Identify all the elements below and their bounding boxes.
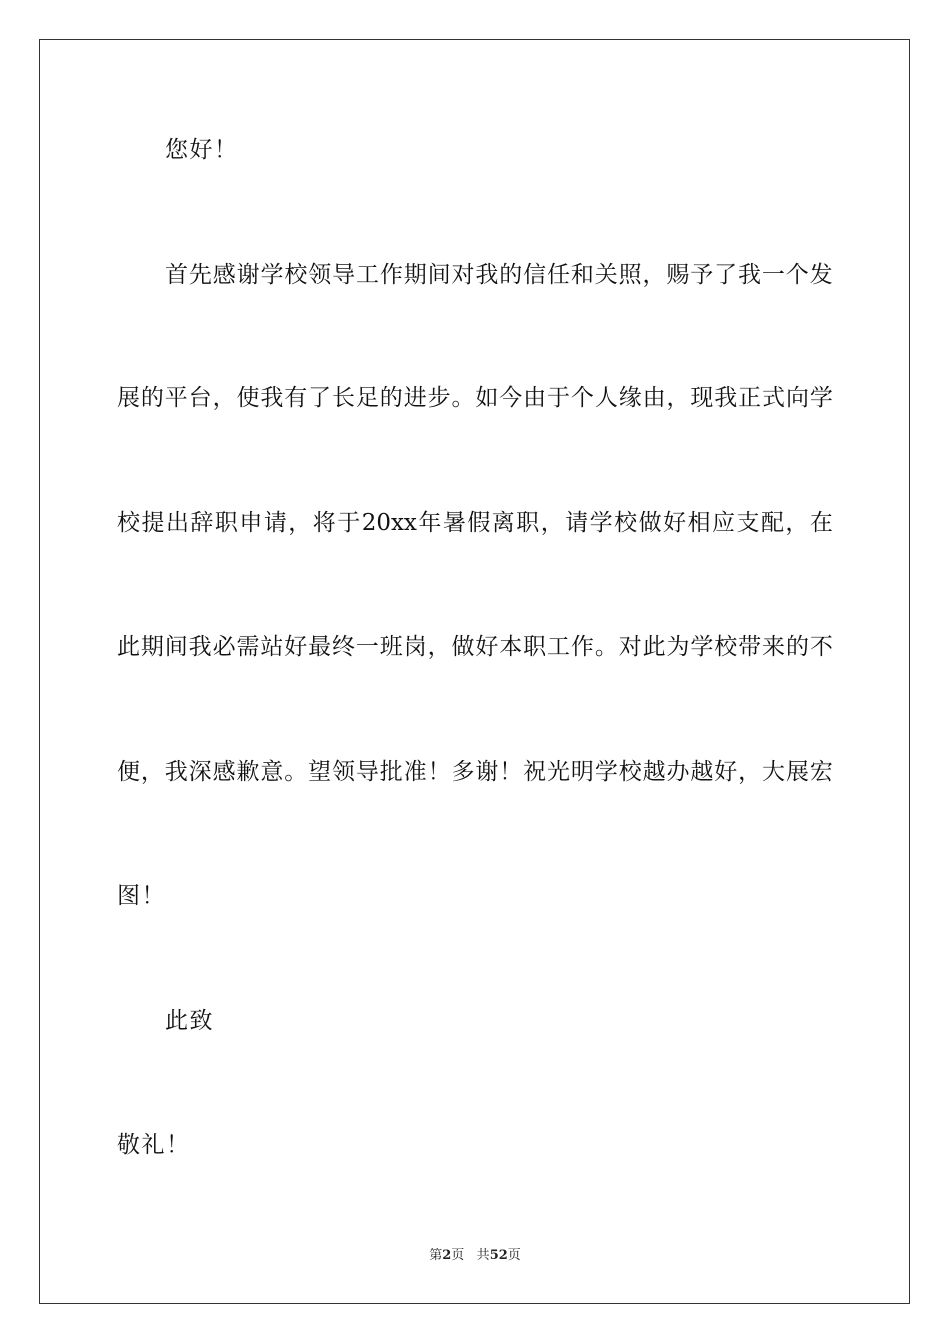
- salutation: 敬礼！: [117, 1132, 191, 1158]
- char: 有: [284, 385, 308, 411]
- char: 任: [547, 262, 570, 288]
- page-number: 2: [442, 1248, 452, 1263]
- char: 感: [212, 759, 236, 785]
- char: 对: [618, 634, 642, 660]
- char: 进: [403, 385, 427, 411]
- char: 离: [491, 510, 515, 536]
- char: 缘: [618, 385, 642, 411]
- char: 好: [284, 634, 308, 660]
- char: 的: [140, 385, 164, 411]
- char: 我: [714, 385, 738, 411]
- char: 好: [475, 634, 499, 660]
- char: 宏: [809, 759, 833, 785]
- char: 20xx: [361, 510, 417, 536]
- greeting: 您好！: [165, 137, 239, 163]
- char: 暑: [442, 510, 466, 536]
- char: 导: [355, 759, 379, 785]
- char: 校: [714, 634, 738, 660]
- char: 展: [785, 759, 809, 785]
- char: 学: [260, 262, 284, 288]
- char: 准: [403, 759, 427, 785]
- char: 的: [785, 634, 809, 660]
- char: 祝: [523, 759, 547, 785]
- char: 足: [355, 385, 379, 411]
- char: 我: [260, 385, 284, 411]
- char: 岗: [403, 634, 427, 660]
- char: 式: [762, 385, 786, 411]
- char: 假: [467, 510, 491, 536]
- char: 人: [594, 385, 618, 411]
- char: 校: [117, 510, 140, 536]
- char: 我: [475, 262, 499, 288]
- char: 必: [212, 634, 236, 660]
- char: 一: [761, 262, 785, 288]
- char: 由: [523, 385, 547, 411]
- char: 望: [308, 759, 332, 785]
- char: 将: [312, 510, 336, 536]
- char: 做: [451, 634, 475, 660]
- char: 学: [594, 759, 618, 785]
- char: 最: [308, 634, 332, 660]
- char: 校: [614, 510, 638, 536]
- char: ，: [288, 510, 312, 536]
- char: 台: [188, 385, 212, 411]
- char: ！: [499, 759, 523, 785]
- char: 相: [687, 510, 711, 536]
- char: 我: [188, 634, 212, 660]
- char: ，: [666, 385, 690, 411]
- char: 办: [666, 759, 690, 785]
- char: 展: [117, 385, 140, 411]
- char: 信: [523, 262, 547, 288]
- char: 作: [379, 262, 403, 288]
- char: 站: [260, 634, 284, 660]
- char: 此: [117, 634, 140, 660]
- char: 。: [594, 634, 618, 660]
- char: 长: [332, 385, 356, 411]
- char: 出: [165, 510, 189, 536]
- char: 先: [188, 262, 212, 288]
- char: ，: [785, 510, 809, 536]
- char: 辞: [190, 510, 214, 536]
- paragraph-line-5: [117, 757, 833, 787]
- char: ，: [642, 262, 666, 288]
- char: 此: [642, 634, 666, 660]
- char: 了: [308, 385, 332, 411]
- char: 。: [451, 385, 475, 411]
- char: ，: [212, 385, 236, 411]
- char: 个: [570, 385, 594, 411]
- char: 现: [690, 385, 714, 411]
- total-prefix: 共: [476, 1248, 490, 1263]
- char: ，: [427, 634, 451, 660]
- char: 向: [785, 385, 809, 411]
- char: 班: [379, 634, 403, 660]
- char: 申: [239, 510, 263, 536]
- char: 好: [663, 510, 687, 536]
- char: 应: [712, 510, 735, 536]
- char: 便: [117, 759, 140, 785]
- char: 领: [332, 759, 356, 785]
- char: 感: [212, 262, 236, 288]
- char: 赐: [666, 262, 690, 288]
- char: 导: [332, 262, 356, 288]
- page-prefix: 第: [429, 1248, 443, 1263]
- char: 和: [570, 262, 594, 288]
- paragraph-line-3: [117, 508, 833, 538]
- char: 光: [547, 759, 571, 785]
- char: 明: [570, 759, 594, 785]
- char: 期: [403, 262, 427, 288]
- char: ，: [140, 759, 164, 785]
- char: 工: [547, 634, 571, 660]
- char: 配: [760, 510, 784, 536]
- char: 年: [418, 510, 442, 536]
- char: 好: [714, 759, 738, 785]
- char: 今: [499, 385, 523, 411]
- char: 我: [164, 759, 188, 785]
- char: 于: [547, 385, 571, 411]
- char: ，: [540, 510, 564, 536]
- char: 谢: [236, 262, 260, 288]
- char: 予: [690, 262, 714, 288]
- char: 使: [236, 385, 260, 411]
- char: 越: [642, 759, 666, 785]
- char: 职: [516, 510, 540, 536]
- char: 平: [164, 385, 188, 411]
- char: 学: [809, 385, 833, 411]
- char: 意: [260, 759, 284, 785]
- paragraph-line-1: [165, 260, 833, 290]
- char: ，: [738, 759, 762, 785]
- paragraph-line-4: [117, 632, 833, 662]
- page-border: [39, 39, 910, 1304]
- closing: 此致: [165, 1008, 214, 1034]
- char: 终: [332, 634, 356, 660]
- char: 越: [690, 759, 714, 785]
- char: 首: [165, 262, 188, 288]
- char: 支: [736, 510, 760, 536]
- total-pages: 52: [489, 1248, 508, 1263]
- char: 间: [164, 634, 188, 660]
- char: 于: [337, 510, 361, 536]
- total-suffix: 页: [507, 1248, 521, 1263]
- char: 学: [589, 510, 613, 536]
- char: 如: [475, 385, 499, 411]
- char: 的: [379, 385, 403, 411]
- char: 校: [284, 262, 308, 288]
- char: 谢: [475, 759, 499, 785]
- char: ！: [427, 759, 451, 785]
- char: 请: [565, 510, 589, 536]
- char: 了: [714, 262, 738, 288]
- char: 个: [785, 262, 809, 288]
- char: 工: [356, 262, 379, 288]
- char: 作: [570, 634, 594, 660]
- char: 带: [738, 634, 762, 660]
- char: 请: [263, 510, 287, 536]
- char: 本: [499, 634, 523, 660]
- char: 步: [427, 385, 451, 411]
- char: 职: [523, 634, 547, 660]
- char: 对: [451, 262, 475, 288]
- char: 提: [141, 510, 165, 536]
- char: 校: [618, 759, 642, 785]
- char: 间: [427, 262, 451, 288]
- char: 学: [690, 634, 714, 660]
- char: 大: [762, 759, 786, 785]
- paragraph-line-6: 图！: [117, 883, 166, 909]
- char: 在: [809, 510, 833, 536]
- char: 为: [666, 634, 690, 660]
- char: 我: [738, 262, 761, 288]
- char: 批: [379, 759, 403, 785]
- char: 深: [188, 759, 212, 785]
- page-suffix: 页: [451, 1248, 465, 1263]
- char: 职: [214, 510, 238, 536]
- char: 发: [809, 262, 833, 288]
- char: 需: [236, 634, 260, 660]
- char: 的: [499, 262, 523, 288]
- char: 做: [638, 510, 662, 536]
- char: 照: [618, 262, 642, 288]
- char: 来: [762, 634, 786, 660]
- char: 正: [738, 385, 762, 411]
- char: 由: [642, 385, 666, 411]
- char: 领: [308, 262, 332, 288]
- char: 多: [451, 759, 475, 785]
- page-footer: [0, 1247, 950, 1265]
- char: 关: [594, 262, 618, 288]
- char: 期: [140, 634, 164, 660]
- char: 不: [809, 634, 833, 660]
- char: 一: [355, 634, 379, 660]
- char: 歉: [236, 759, 260, 785]
- paragraph-line-2: [117, 383, 833, 413]
- char: 。: [284, 759, 308, 785]
